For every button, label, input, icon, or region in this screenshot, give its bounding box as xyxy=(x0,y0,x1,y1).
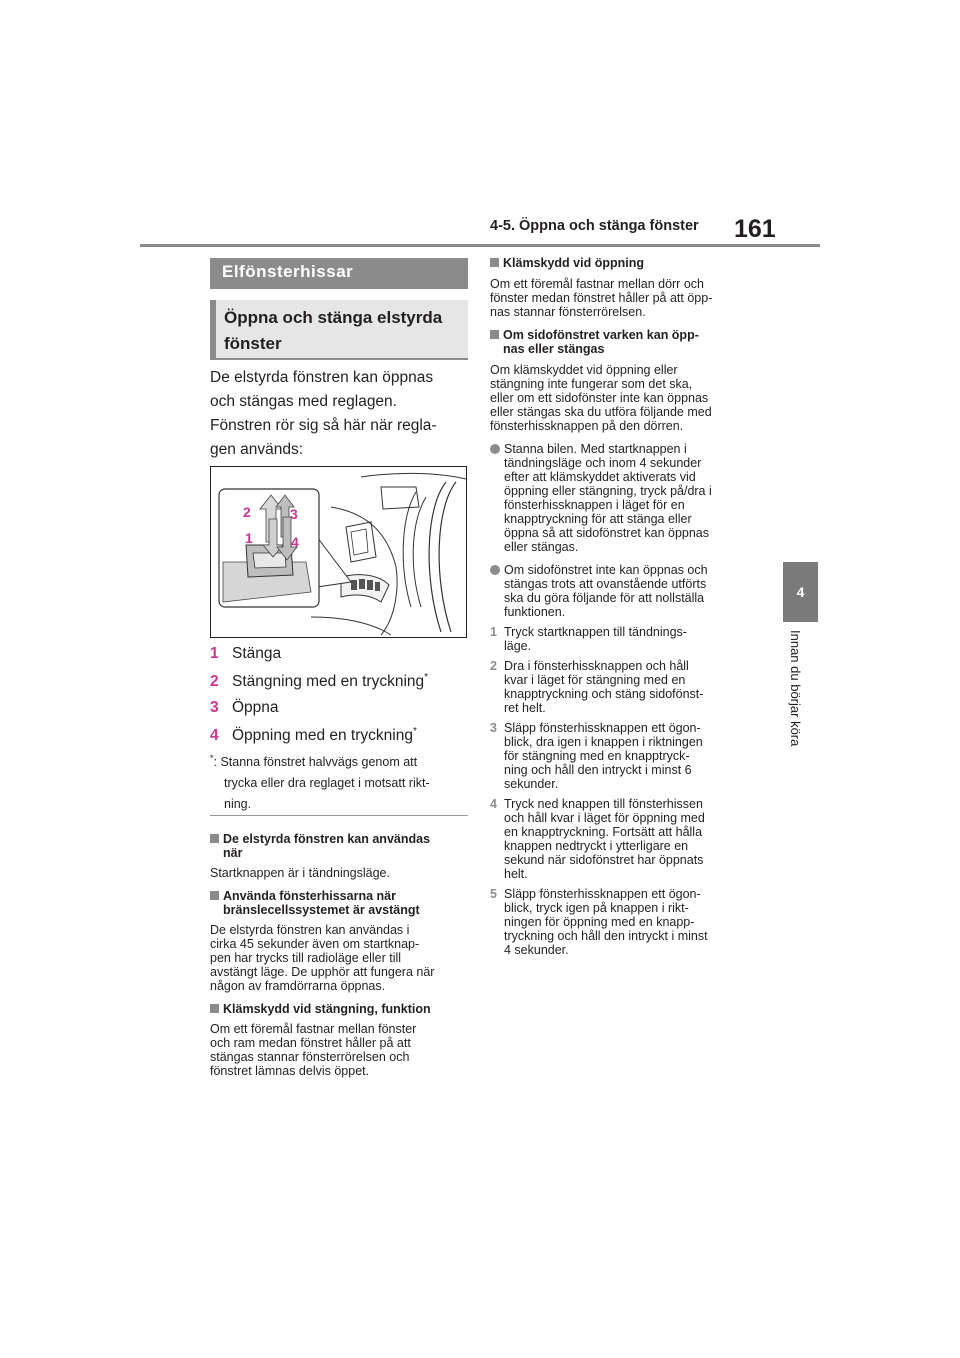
chapter-title: Innan du börjar köra xyxy=(788,630,803,747)
paragraph-heading: Klämskydd vid stängning, funktion xyxy=(210,1002,472,1016)
subsection-rule xyxy=(210,358,468,360)
step-item: 3 Släpp fönsterhissknappen ett ögon- blick, dra igen i knappen i riktningen för stängning med en knapptryck- ning och håll den intryckt i minst 6 sekunder. xyxy=(490,721,703,791)
legend-item: 1 Stänga xyxy=(210,645,282,662)
paragraph-body: De elstyrda fönstren kan användas i cirka 45 sekunder även om startknap- pen har trycks till radioläge eller till avstängt läge. De upphör att fungera när någon av framdörrarna öppnas. xyxy=(210,923,435,993)
illus-label-1: 1 xyxy=(245,530,253,546)
bullet-item: Stanna bilen. Med startknappen i tändningsläge och inom 4 sekunder efter att klämskyddet aktiverats vid öppning eller stängning, tryck på/dra i fönsterhissknappen i läget för en knapptryckning för att stänga eller öppna så att sidofönstret kan öppnas eller stängas. xyxy=(490,442,752,554)
paragraph-heading: Klämskydd vid öppning xyxy=(490,256,752,270)
paragraph-body: Om ett föremål fastnar mellan fönster och ram medan fönstret håller på att stängas stannar fönsterrörelsen och fönstret lämnas delvis öppet. xyxy=(210,1022,417,1078)
window-switch-illustration xyxy=(210,466,467,638)
paragraph-heading: De elstyrda fönstren kan användas när xyxy=(210,832,472,860)
right-column xyxy=(490,256,752,957)
paragraph-body: Om ett föremål fastnar mellan dörr och fönster medan fönstret håller på att öpp- nas stannar fönsterrörelsen. xyxy=(490,277,713,319)
page-number: 161 xyxy=(734,215,776,243)
paragraph-heading: Använda fönsterhissarna när bränslecellssystemet är avstängt xyxy=(210,889,472,917)
left-column xyxy=(210,832,472,1078)
footnote-rule xyxy=(210,815,468,816)
legend-item: 2 Stängning med en tryckning* xyxy=(210,672,429,691)
paragraph-body: Startknappen är i tändningsläge. xyxy=(210,866,390,880)
step-item: 1 Tryck startknappen till tändnings- läge. xyxy=(490,625,687,653)
running-header-title: 4-5. Öppna och stänga fönster xyxy=(490,218,699,234)
step-item: 4 Tryck ned knappen till fönsterhissen och håll kvar i läget för öppning med en knapptryckning. Fortsätt att hålla knappen nedtryckt i ytterligare en sekund när sidofönstret har öppnats helt. xyxy=(490,797,705,881)
step-item: 5 Släpp fönsterhissknappen ett ögon- blick, tryck igen på knappen i rikt- ningen för öppning med en knapp- tryckning och håll den intryckt i minst 4 sekunder. xyxy=(490,887,708,957)
section-title: Elfönsterhissar xyxy=(210,258,468,289)
door-panel-drawing xyxy=(211,467,466,637)
chapter-tab: 4 xyxy=(783,562,818,622)
step-item: 2 Dra i fönsterhissknappen och håll kvar i läget för stängning med en knapptryckning och stäng sidofönst- ret helt. xyxy=(490,659,704,715)
footnote: *: Stanna fönstret halvvägs genom att trycka eller dra reglaget i motsatt rikt- ning. xyxy=(210,753,430,812)
intro-text: De elstyrda fönstren kan öppnas och stängas med reglagen. Fönstren rör sig så här när regla- gen används: xyxy=(210,369,437,458)
illus-label-3: 3 xyxy=(290,506,298,522)
illus-label-4: 4 xyxy=(291,534,299,550)
legend-item: 3 Öppna xyxy=(210,699,279,716)
legend-item: 4 Öppning med en tryckning* xyxy=(210,726,417,745)
illus-label-2: 2 xyxy=(243,504,251,520)
subsection-title: Öppna och stänga elstyrda fönster xyxy=(210,300,468,358)
paragraph-heading: Om sidofönstret varken kan öpp- nas eller stängas xyxy=(490,328,752,356)
bullet-item: Om sidofönstret inte kan öppnas och stängas trots att ovanstående utförts ska du göra följande för att nollställa funktionen. xyxy=(490,563,752,619)
paragraph-body: Om klämskyddet vid öppning eller stängning inte fungerar som det ska, eller om ett sidofönster inte kan öppnas eller stängas ska du utföra följande med fönsterhissknappen på den dörren. xyxy=(490,363,712,433)
header-rule xyxy=(140,244,820,247)
